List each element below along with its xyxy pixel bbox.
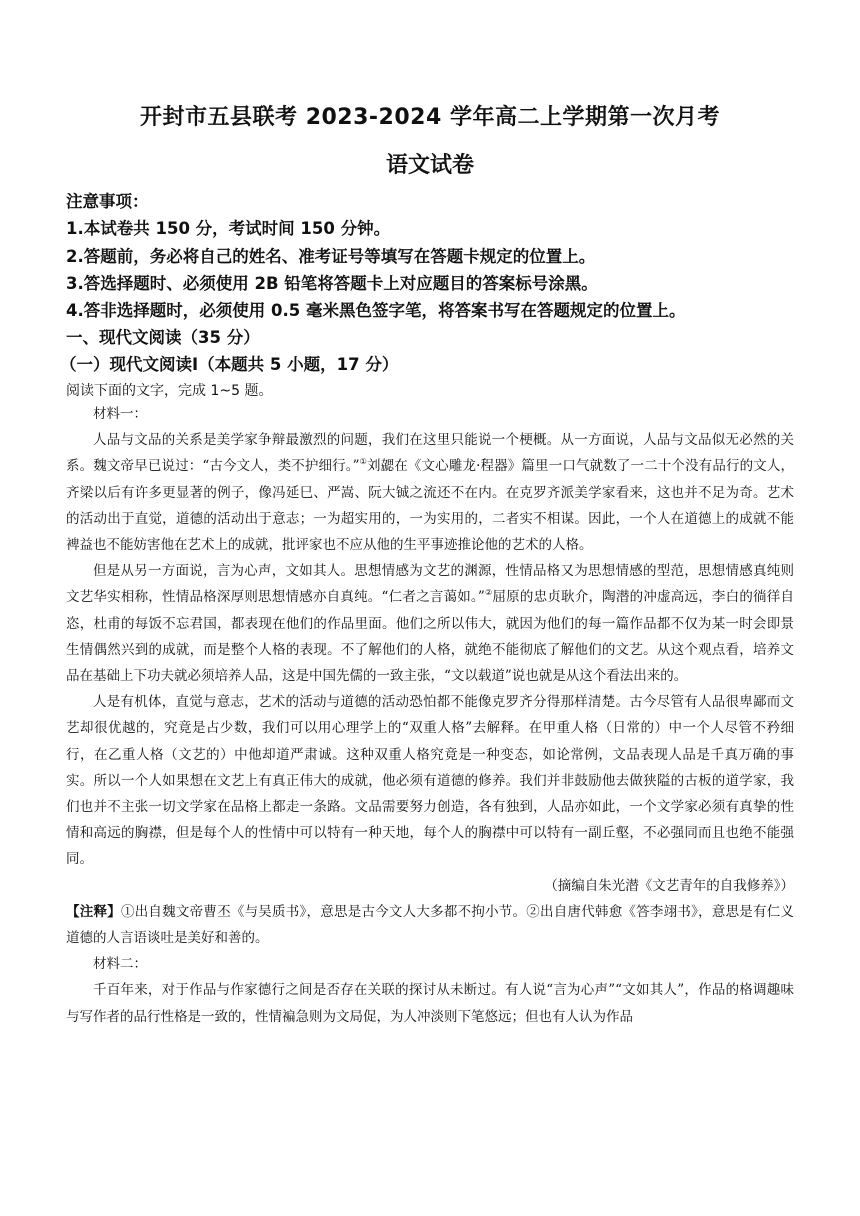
- paragraph-text: 但是从另一方面说，言为心声，文如其人。思想情感为文艺的渊源，性情品格又为思想情感的型范，思想情感真纯则文艺华实相称，性情品格深厚则思想情感亦自真纯。“仁者之言蔼如。”: [66, 563, 794, 606]
- material2-label: 材料二：: [93, 956, 147, 973]
- material2-paragraph-1: 千百年来，对于作品与作家德行之间是否存在关联的探讨从未断过。有人说“言为心声”“文如其人”，作品的格调趣味与写作者的品行性格是一致的，性情褊急则为文局促，为人冲淡则下笔悠远；但也有人认为作品: [66, 982, 794, 1025]
- annotation-text: ①出自魏文帝曹丕《与吴质书》，意思是古今文人大多都不拘小节。②出自唐代韩愈《答李翊书》，意思是有仁义道德的人言语谈吐是美好和善的。: [66, 903, 795, 947]
- footnote-marker-1: ①: [359, 457, 367, 467]
- reading-instruction: 阅读下面的文字，完成 1~5 题。: [66, 383, 273, 399]
- reading-passage: [66, 401, 794, 1030]
- material1-paragraph-2: [66, 558, 794, 689]
- notice-item-4: 4.答非选择题时，必须使用 0.5 毫米黑色签字笔，将答案书写在答题规定的位置上。: [66, 301, 686, 320]
- notice-item-1: 1.本试卷共 150 分，考试时间 150 分钟。: [66, 219, 391, 238]
- material1-paragraph-1: [66, 427, 794, 558]
- annotation-label: 【注释】: [66, 903, 121, 920]
- sub-section-heading: （一）现代文阅读Ⅰ（本题共 5 小题，17 分）: [60, 355, 399, 374]
- annotation: [66, 899, 794, 951]
- paragraph-text: 人品与文品的关系是美学家争辩最激烈的问题，我们在这里只能说一个梗概。从一方面说，人品与文品似无必然的关系。魏文帝早已说过：“古今文人，类不护细行。”: [66, 432, 794, 475]
- notice-item-2: 2.答题前，务必将自己的姓名、准考证号等填写在答题卡规定的位置上。: [66, 247, 596, 266]
- material1-label: 材料一：: [93, 406, 147, 422]
- paragraph-text: 屈原的忠贞耿介，陶潜的冲虚高远，李白的徜徉自恣，杜甫的每饭不忘君国，都表现在他们的作品里面。他们之所以伟大，就因为他们的每一篇作品都不仅为某一时会即景生情偶然兴到的成就，而是整个人格的表现。不了解他们的人格，就绝不能彻底了解他们的文艺。从这个观点看，培养文品在基础上下功夫就必须培养人品，这是中国先儒的一致主张，“文以载道”说也就是从这个看法出来的。: [66, 589, 794, 685]
- material1-source: （摘编自朱光潜《文艺青年的自我修养》）: [544, 877, 794, 894]
- notice-item-3: 3.答选择题时、必须使用 2B 铅笔将答题卡上对应题目的答案标号涂黑。: [66, 274, 598, 293]
- document-title: 开封市五县联考 2023-2024 学年高二上学期第一次月考: [140, 105, 720, 130]
- notice-heading: 注意事项：: [66, 192, 149, 211]
- document-subtitle: 语文试卷: [385, 153, 474, 178]
- material1-paragraph-3: 人是有机体，直觉与意志，艺术的活动与道德的活动恐怕都不能像克罗齐分得那样清楚。古今尽管有人品很卑鄙而文艺却很优越的，究竟是占少数，我们可以用心理学上的“双重人格”去解释。在甲重人格（日常的）中一个人尽管不矜细行，在乙重人格（文艺的）中他却道严肃诚。这种双重人格究竟是一种变态，如论常例，文品表现人品是千真万确的事实。所以一个人如果想在文艺上有真正伟大的成就，他必须有道德的修养。我们并非鼓励他去做狭隘的古板的道学家，我们也并不主张一切文学家在品格上都走一条路。文品需要努力创造，各有独到，人品亦如此，一个文学家必须有真挚的性情和高远的胸襟，但是每个人的性情中可以特有一种天地，每个人的胸襟中可以特有一副丘壑，不必强同而且也绝不能强同。: [66, 694, 794, 868]
- section-heading: 一、现代文阅读（35 分）: [66, 328, 260, 347]
- paragraph-text: 刘勰在《文心雕龙·程器》篇里一口气就数了一二十个没有品行的文人，齐梁以后有许多更显著的例子，像冯延巳、严嵩、阮大铖之流还不在内。在克罗齐派美学家看来，这也并不足为奇。艺术的活动出于直觉，道德的活动出于意志；一为超实用的，一为实用的，二者实不相谋。因此，一个人在道德上的成就不能裨益也不能妨害他在艺术上的成就，批评家也不应从他的生平事迹推论他的艺术的人格。: [66, 458, 795, 554]
- footnote-marker-2: ②: [484, 588, 493, 598]
